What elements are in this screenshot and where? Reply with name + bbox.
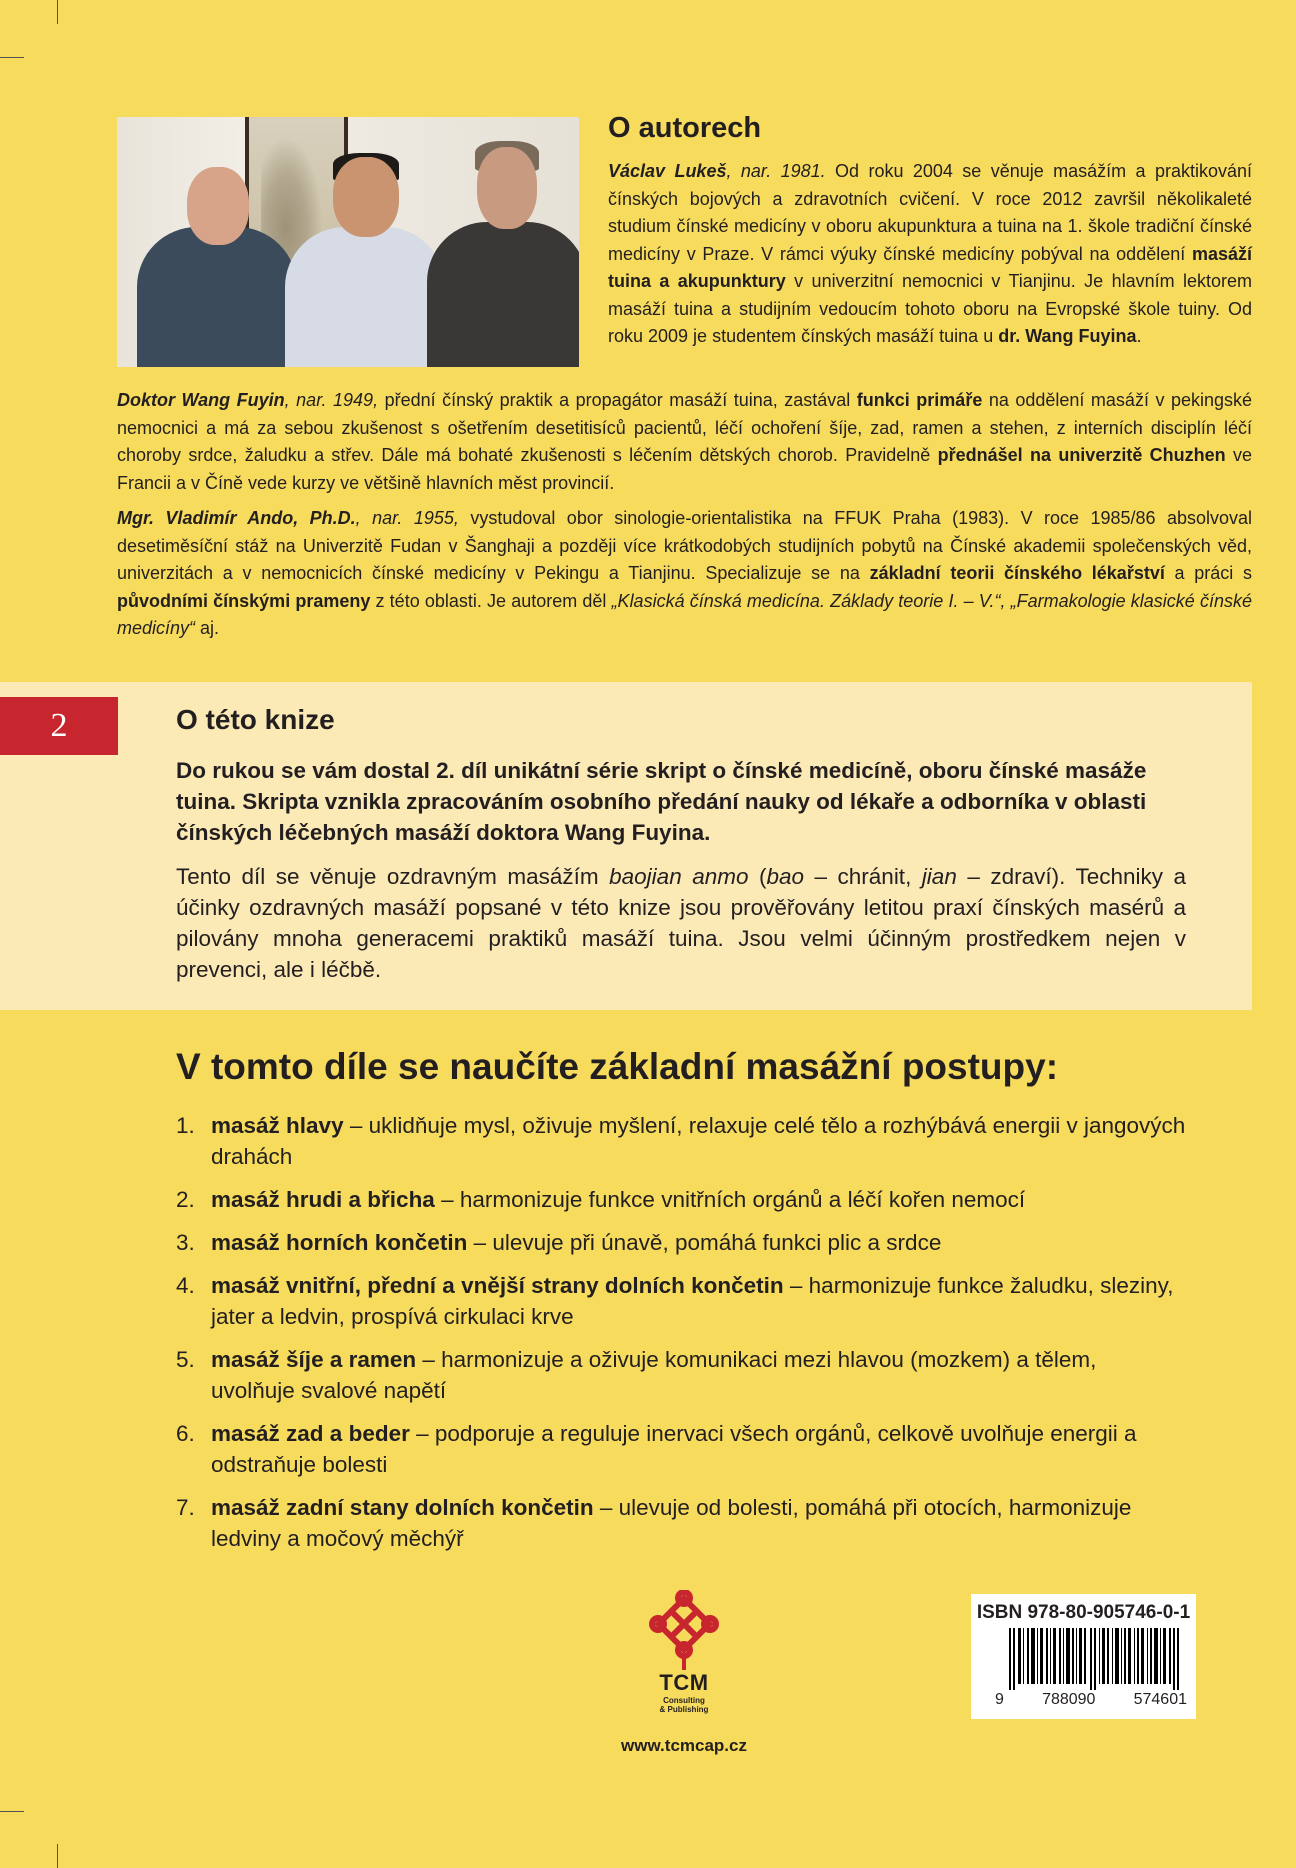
list-item-title: masáž vnitřní, přední a vnější strany dolních končetin xyxy=(211,1273,784,1298)
crop-mark xyxy=(57,1844,58,1868)
learn-list xyxy=(176,1110,1186,1554)
list-item-desc: – harmonizuje funkce žaludku, sleziny, jater a ledvin, prospívá cirkulaci krve xyxy=(211,1273,1174,1329)
list-item xyxy=(176,1110,1186,1172)
bio-name: Mgr. Vladimír Ando, Ph.D. xyxy=(117,508,356,528)
list-item-title: masáž zadní stany dolních končetin xyxy=(211,1495,594,1520)
bio-name: Václav Lukeš xyxy=(608,161,727,181)
list-item-title: masáž šíje a ramen xyxy=(211,1347,417,1372)
list-item-desc: – ulevuje při únavě, pomáhá funkci plic a srdce xyxy=(467,1230,942,1255)
website-link[interactable]: www.tcmcap.cz xyxy=(621,1736,747,1755)
list-item-title: masáž zad a beder xyxy=(211,1421,410,1446)
list-number: 4. xyxy=(176,1273,195,1298)
crop-mark xyxy=(57,0,58,24)
list-number: 7. xyxy=(176,1495,195,1520)
authors-photo xyxy=(117,117,579,367)
list-number: 1. xyxy=(176,1113,195,1138)
barcode-icon xyxy=(1009,1628,1179,1690)
list-number: 3. xyxy=(176,1230,195,1255)
list-item xyxy=(176,1492,1186,1554)
crop-mark xyxy=(0,1811,24,1812)
isbn-barcode-box xyxy=(971,1594,1196,1719)
bio-birth: , nar. 1981. xyxy=(726,161,826,181)
list-item-title: masáž hlavy xyxy=(211,1113,344,1138)
endless-knot-logo-icon xyxy=(644,1590,724,1670)
learn-heading: V tomto díle se naučíte základní masážní postupy: xyxy=(176,1046,1059,1087)
bio-lukes: Václav Lukeš, nar. 1981. Od roku 2004 se věnuje masážím a praktikování čínských bojových a zdravotních cvičení. V roce 2012 završil několikaleté studium čínské medicíny v oboru akupunktura a tuina na 1. škole tradiční čínské medicíny v Praze. V rámci výuky čínské medicíny pobýval na oddělení masáží tuina a akupunktury v univerzitní nemocnici v Tianjinu. Je hlavním lektorem masáží tuina a studijním vedoucím tohoto oboru na Evropské škole tuiny. Od roku 2009 je studentem čínských masáží tuina u dr. Wang Fuyina. xyxy=(608,161,1253,346)
list-item xyxy=(176,1227,1186,1258)
bio-birth: , nar. 1949, xyxy=(284,390,379,410)
list-item-title: masáž hrudi a břicha xyxy=(211,1187,435,1212)
list-number: 5. xyxy=(176,1347,195,1372)
list-item-desc: – uklidňuje mysl, oživuje myšlení, relaxuje celé tělo a rozhýbává energii v jangových drahách xyxy=(211,1113,1186,1169)
logo-text: TCM xyxy=(659,1670,709,1695)
logo-subtitle: Consulting & Publishing xyxy=(659,1696,709,1714)
bio-name: Doktor Wang Fuyin xyxy=(117,390,285,410)
list-item-desc: – harmonizuje a oživuje komunikaci mezi hlavou (mozkem) a tělem, uvolňuje svalové napětí xyxy=(211,1347,1097,1403)
list-item xyxy=(176,1418,1186,1480)
about-book-intro: Do rukou se vám dostal 2. díl unikátní série skript o čínské medicíně, oboru čínské masáže tuina. Skripta vznikla zpracováním osobního předání nauky od lékaře a odborníka v oblasti čínských léčebných masáží doktora Wang Fuyina. xyxy=(176,758,1147,845)
about-book-heading: O této knize xyxy=(176,704,335,735)
list-number: 2. xyxy=(176,1187,195,1212)
volume-tab: 2 xyxy=(0,697,118,755)
person-ando xyxy=(427,117,579,367)
bio-wang: Doktor Wang Fuyin, nar. 1949, přední čínský praktik a propagátor masáží tuina, zastával funkci primáře na oddělení masáží v pekingské nemocnici a má za sebou zkušenost s ošetřením desetitisíců pacientů, léčí ochoření šíje, zad, ramen a stehen, z interních disciplín léčí choroby srdce, žaludku a střev. Dále má bohaté zkušenosti s léčením dětských chorob. Pravidelně přednášel na univerzitě Chuzhen ve Francii a v Číně vede kurzy ve většině hlavních měst provincií. xyxy=(117,390,1253,493)
about-book-description: Tento díl se věnuje ozdravným masážím baojian anmo (bao – chránit, jian – zdraví). Techniky a účinky ozdravných masáží popsané v této knize jsou prověřovány letitou praxí čínských masérů a pilovány mnoha generacemi praktiků masáží tuina. Jsou velmi účinným prostředkem nejen v prevenci, ale i léčbě. xyxy=(176,864,1186,982)
isbn-digits: 9 788090 574601 xyxy=(995,1691,1187,1708)
authors-heading: O autorech xyxy=(608,112,762,144)
list-item xyxy=(176,1344,1186,1406)
list-item xyxy=(176,1270,1186,1332)
person-wang xyxy=(285,117,445,367)
list-item-desc: – ulevuje od bolesti, pomáhá při otocích, harmonizuje ledviny a močový měchýř xyxy=(211,1495,1132,1551)
bio-birth: , nar. 1955, xyxy=(355,508,459,528)
list-item-desc: – harmonizuje funkce vnitřních orgánů a léčí kořen nemocí xyxy=(434,1187,1026,1212)
list-item-title: masáž horních končetin xyxy=(211,1230,468,1255)
bio-ando: Mgr. Vladimír Ando, Ph.D., nar. 1955, vystudoval obor sinologie-orientalistika na FFUK Praha (1983). V roce 1985/86 absolvoval desetiměsíční stáž na Univerzitě Fudan v Šanghaji a později více krátkodobých studijních pobytů na Čínské akademii společenských věd, univerzitách a v nemocnicích čínské medicíny v Pekingu a Tianjinu. Specializuje se na základní teorii čínského lékařství a práci s původními čínskými prameny z této oblasti. Je autorem děl „Klasická čínská medicína. Základy teorie I. – V.“, „Farmakologie klasické čínské medicíny“ aj. xyxy=(117,508,1253,638)
crop-mark xyxy=(0,57,24,58)
list-item-desc: – podporuje a reguluje inervaci všech orgánů, celkově uvolňuje energii a odstraňuje bolesti xyxy=(211,1421,1137,1477)
list-number: 6. xyxy=(176,1421,195,1446)
list-item xyxy=(176,1184,1186,1215)
isbn-label: ISBN 978-80-905746-0-1 xyxy=(976,1602,1191,1623)
person-lukes xyxy=(137,117,297,367)
